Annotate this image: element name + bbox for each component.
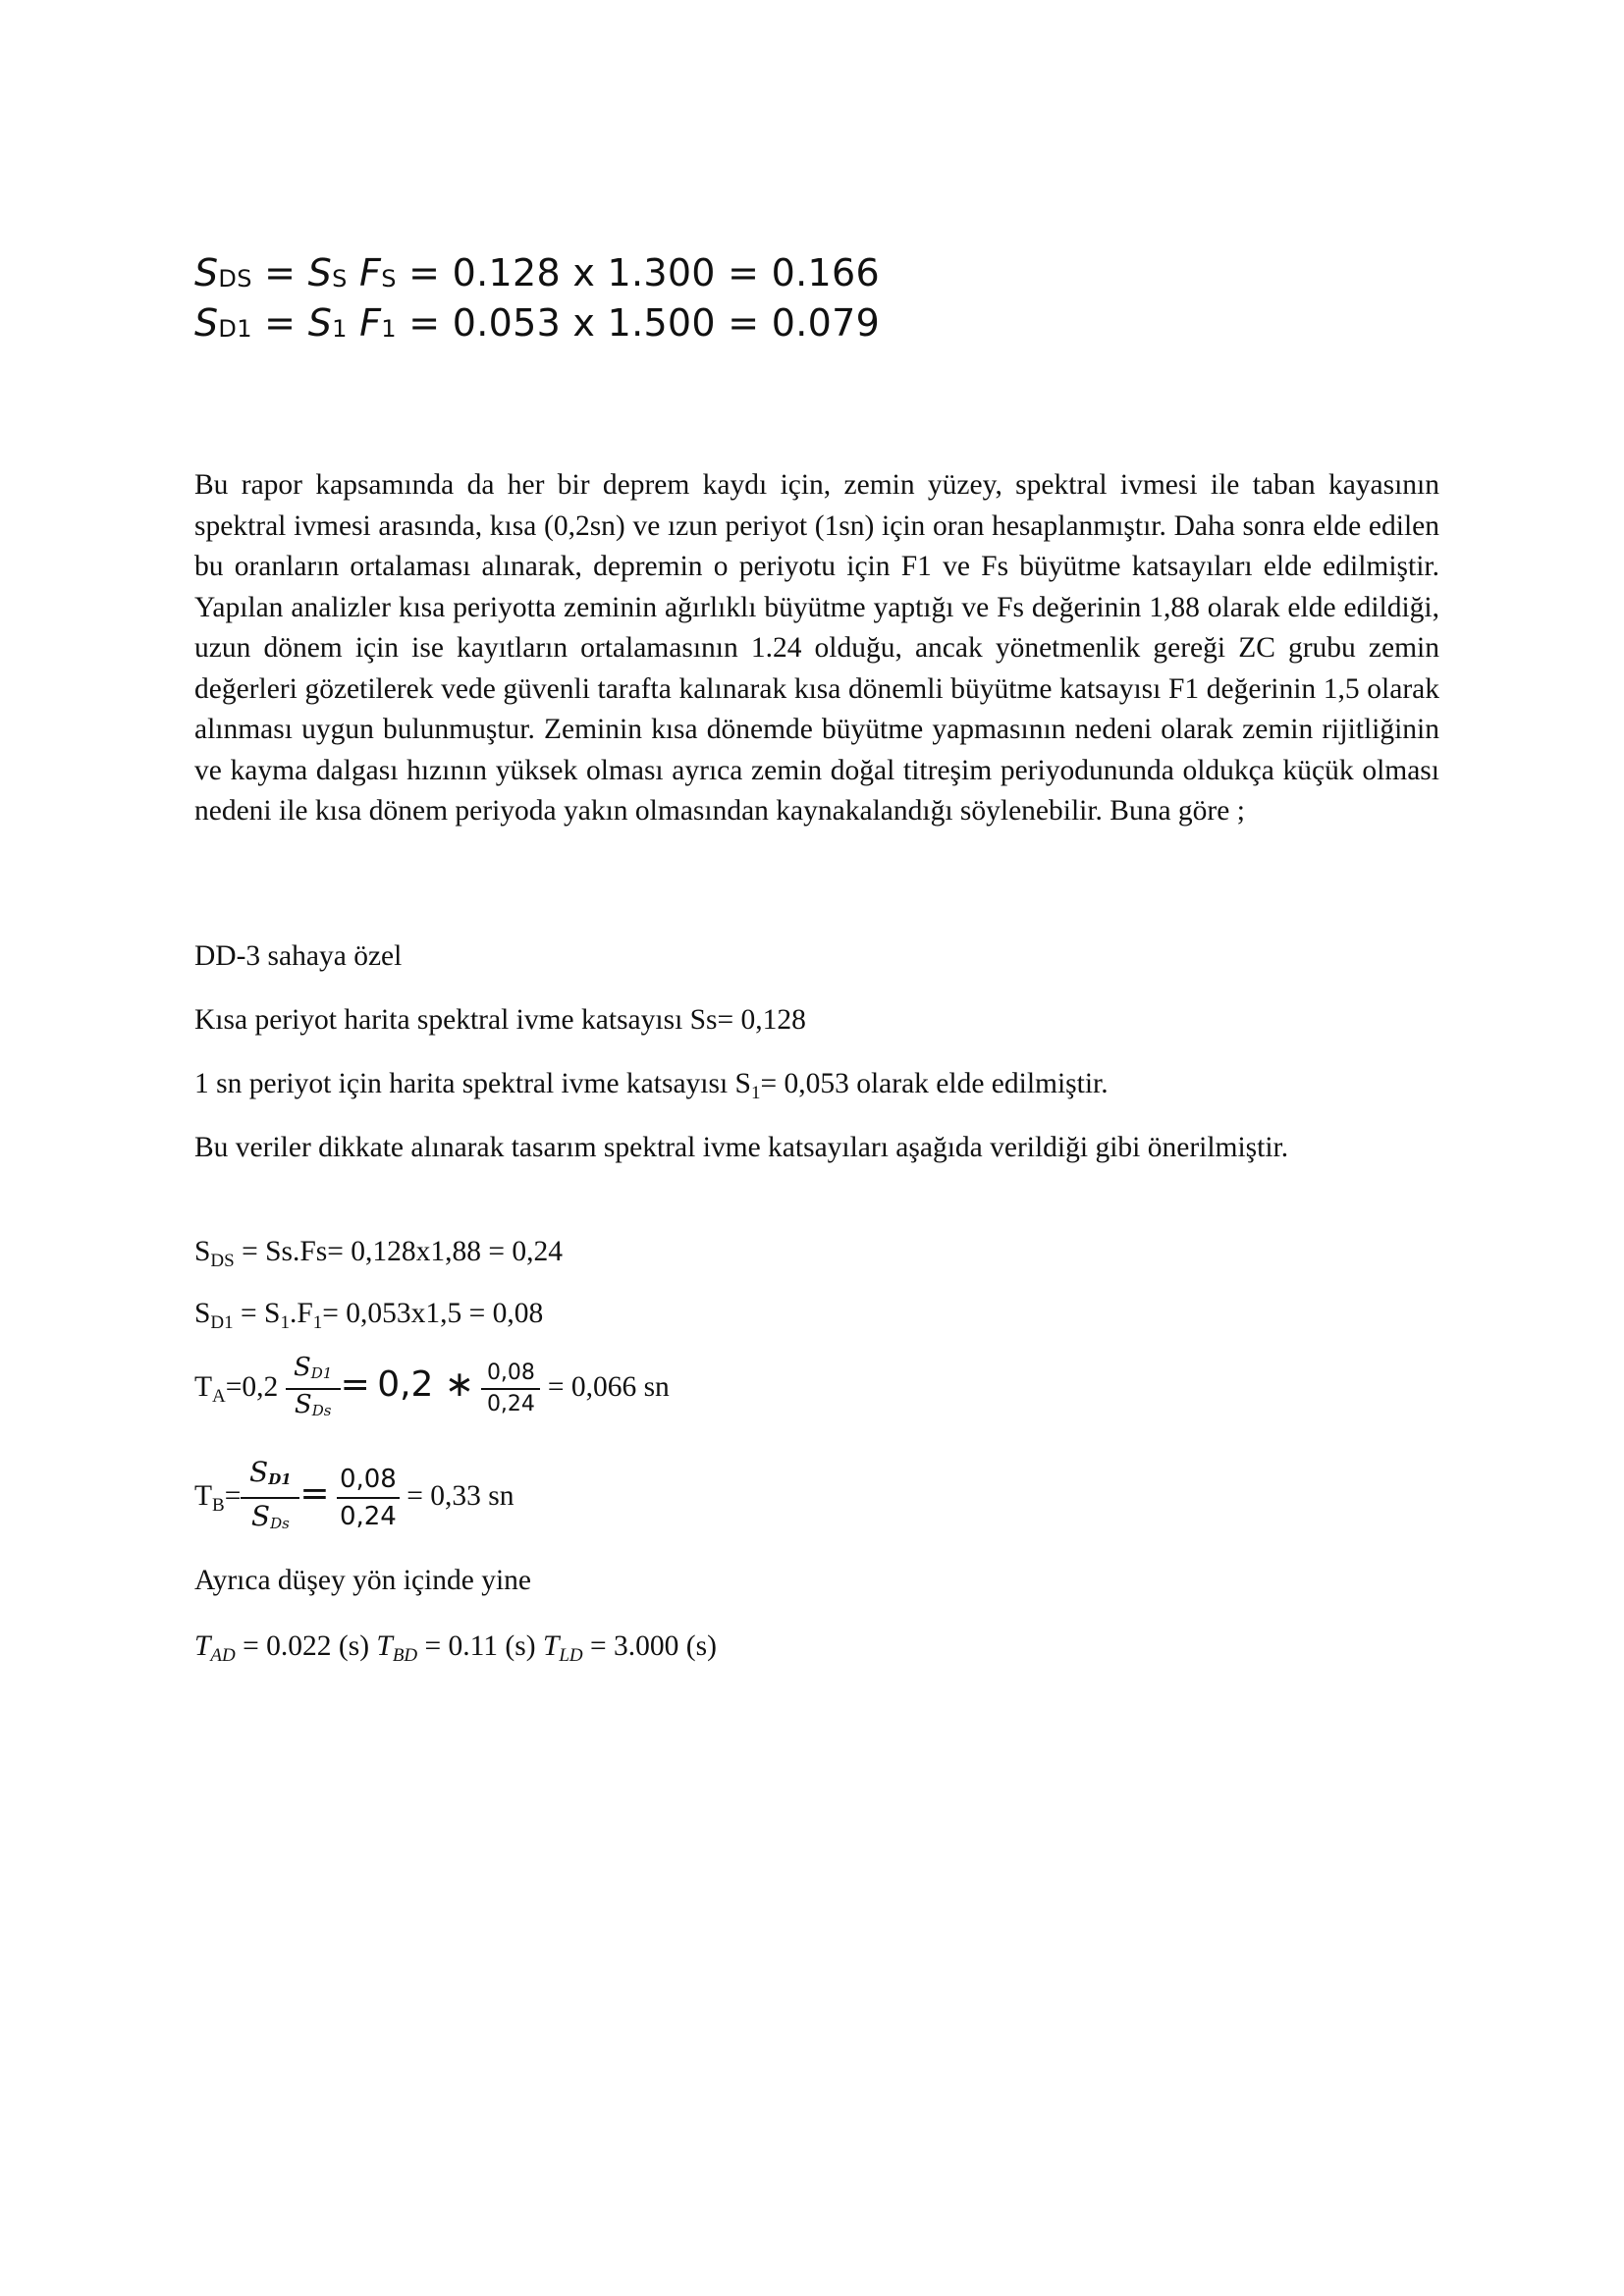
ta-equation: $T_A=0,2$ $\frac{SD1}{\text{SDs}}$ = 0,2 ∗ $\frac{0,08}{0,24}$ = 0,066 sn [194,1353,670,1425]
vertical-periods: $T_{AD} = 0.022$ (s) $T_{BD} = 0.11$ (s) $T_{LD} = 3.000$ (s) [194,1630,717,1666]
ta-fraction-1: $\frac{SD1}{\text{SDs}}$ [286,1353,341,1425]
sds-equation: SDS = SS FS = 0.128 x 1.300 = 0.166 [194,251,880,294]
ss-line: Kısa periyot harita spektral ivme katsayısı Ss= 0,128 [194,1004,806,1036]
tb-fraction-2: $\frac{0,08}{0,24}$ [337,1462,400,1534]
body-paragraph: Bu rapor kapsamında da her bir deprem kaydı için, zemin yüzey, spektral ivmesi ile taban kayasının spektral ivmesi arasında, kısa (0,2sn) ve ızun periyot (1sn) için oran hesaplanmıştır. Daha sonra elde edilen bu oranların ortalaması alınarak, depremin o periyotu için F1 ve Fs büyütme katsayıları elde edilmiştir. Yapılan analizler kısa periyotta zeminin ağırlıklı büyütme yaptığı ve Fs değerinin 1,88 olarak elde edildiği, uzun dönem için ise kayıtların ortalamasının 1.24 olduğu, ancak yönetmenlik gereği ZC grubu zemin değerleri gözetilerek vede güvenli tarafta kalınarak kısa dönemli büyütme katsayısı F1 değerinin 1,5 olarak alınması uygun bulunmuştur. Zeminin kısa dönemde büyütme yapmasının nedeni olarak zemin rijitliğinin ve kayma dalgası hızının yüksek olması ayrıca zemin doğal titreşim periyodununda oldukça küçük olması nedeni ile kısa dönem periyoda yakın olmasından kaynakalandığı söylenebilir. Buna göre ; [194,469,1439,827]
s1-line: 1 sn periyot için harita spektral ivme katsayısı $S_1= 0,053$ olarak elde edilmiştir. [194,1068,1109,1103]
sds-calc: $S_{DS} = Ss.Fs= 0,128x1,88 = 0,24$ [194,1236,564,1271]
sd1-equation: SD1 = S1 F1 = 0.053 x 1.500 = 0.079 [194,301,881,345]
ta-fraction-2: $\frac{0,08}{0,24}$ [481,1359,540,1419]
sd1-calc: $S_{D1} = S_1.F_1= 0,053x1,5 = 0,08$ [194,1298,544,1333]
design-paragraph: Bu veriler dikkate alınarak tasarım spektral ivme katsayıları aşağıda verildiği gibi önerilmiştir. [194,1132,1289,1163]
vertical-note: Ayrıca düşey yön içinde yine [194,1565,531,1596]
tb-fraction-1: $\frac{SD1}{\text{SDs}}$ [241,1455,299,1541]
site-label: DD-3 sahaya özel [194,940,403,972]
tb-equation: $T_B=$ $\frac{SD1}{\text{SDs}}$ = $\frac{0,08}{0,24}$ = 0,33 sn [194,1455,514,1541]
